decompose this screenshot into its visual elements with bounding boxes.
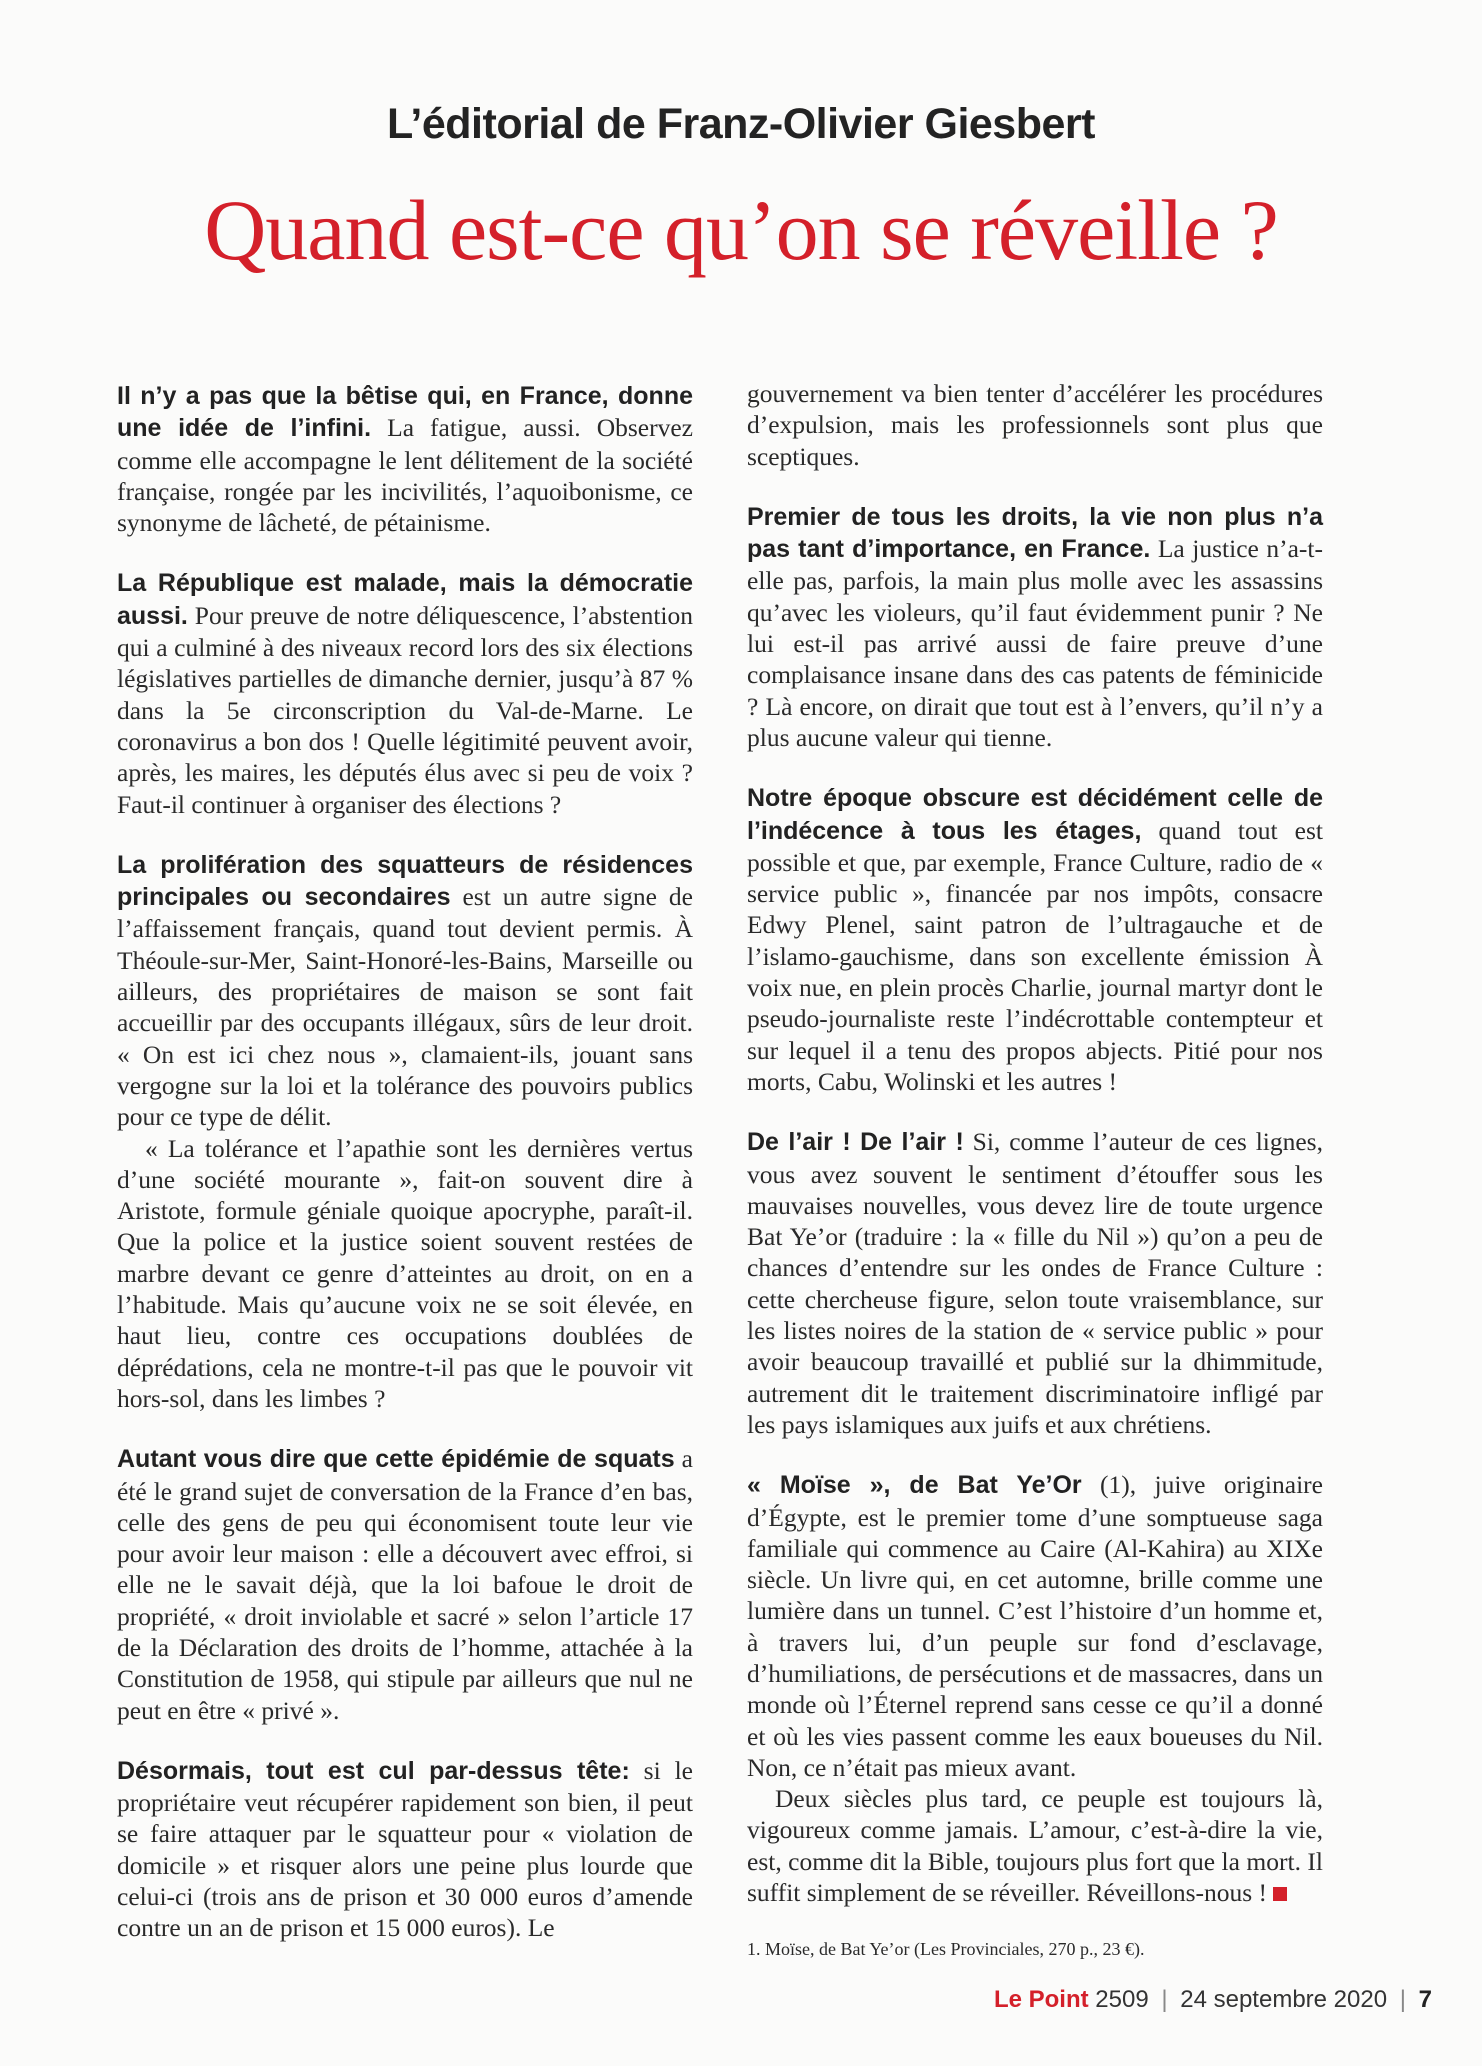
paragraph xyxy=(747,782,1323,1097)
headline: Quand est-ce qu’on se réveille ? xyxy=(204,182,1278,278)
paragraph-text: est un autre signe de l’affaissement français, quand tout devient permis. À Théoule-sur-Mer, Saint-Honoré-les-Bains, Marseille ou ailleurs, des propriétaires de maison se sont fait accueillir par des occupants illégaux, sûrs de leur droit. « On est ici chez nous », clamaient-ils, jouant sans vergogne sur la loi et la tolérance des pouvoirs publics pour ce type de délit. xyxy=(117,882,693,1132)
paragraph-text: si le propriétaire veut récupérer rapidement son bien, il peut se faire attaquer par le squatteur pour « violation de domicile » et risquer alors une peine plus lourde que celui-ci (trois ans de prison et 30 000 euros d’amende contre un an de prison et 15 000 euros). Le xyxy=(117,1755,693,1943)
right-column xyxy=(747,378,1323,1961)
paragraph-text: a été le grand sujet de conversation de la France d’en bas, celle des gens de peu qui économisent toute leur vie pour avoir leur maison : elle a découvert avec effroi, si elle ne le savait déjà, que la loi bafoue le droit de propriété, « droit inviolable et sacré » selon l’article 17 de la Déclaration des droits de l’homme, attachée à la Constitution de 1958, qui stipule par ailleurs que nul ne peut en être « privé ». xyxy=(117,1444,693,1725)
paragraph xyxy=(747,1126,1323,1440)
paragraph-lead: De l’air ! De l’air ! xyxy=(747,1128,964,1157)
issue-number: 2509 xyxy=(1095,1986,1149,2013)
end-mark-icon xyxy=(1273,1887,1287,1901)
paragraph xyxy=(747,501,1323,753)
paragraph-lead: Désormais, tout est cul par-dessus tête: xyxy=(117,1756,630,1785)
editorial-kicker: L’éditorial de Franz-Olivier Giesbert xyxy=(387,100,1095,148)
paragraph-text: La fatigue, aussi. Observez comme elle accompagne le lent délitement de la société française, rongée par les incivilités, l’aquoibonisme, ce synonyme de lâcheté, de pétainisme. xyxy=(117,413,693,538)
paragraph-lead: La République est malade, mais la démocratie aussi. xyxy=(117,569,693,630)
paragraph xyxy=(747,378,1323,472)
footnote: 1. Moïse, de Bat Ye’or (Les Provinciales, 270 p., 23 €). xyxy=(747,1939,1145,1960)
footer-divider: | xyxy=(1161,1986,1168,2013)
paragraph xyxy=(117,849,693,1133)
paragraph-lead: La prolifération des squatteurs de résidences principales ou secondaires xyxy=(117,850,693,912)
paragraph-lead: Il n’y a pas que la bêtise qui, en France, donne une idée de l’infini. xyxy=(117,382,693,443)
paragraph-lead: « Moïse », de Bat Ye’Or xyxy=(747,1471,1082,1500)
paragraph xyxy=(747,1783,1323,1908)
paragraph xyxy=(117,1133,693,1415)
paragraph xyxy=(117,1755,693,1944)
paragraph-lead: Autant vous dire que cette épidémie de squats xyxy=(117,1445,675,1474)
paragraph xyxy=(117,1443,693,1726)
paragraph-lead: Notre époque obscure est décidément celle de l’indécence à tous les étages, xyxy=(747,784,1323,845)
left-column xyxy=(117,380,693,1973)
paragraph-text: quand tout est possible et que, par exemple, France Culture, radio de « service public », financée par nos impôts, consacre Edwy Plenel, saint patron de l’ultragauche et de l’islamo-gauchisme, dans son excellente émission À voix nue, en plein procès Charlie, journal martyr dont le pseudo-journaliste reste l’indécrottable contempteur et sur lequel il a tenu des propos abjects. Pitié pour nos morts, Cabu, Wolinski et les autres ! xyxy=(747,815,1323,1096)
paragraph xyxy=(747,1469,1323,1783)
paragraph-text: « La tolérance et l’apathie sont les dernières vertus d’une société mourante », fait-on souvent dire à Aristote, formule géniale quoique apocryphe, paraît-il. Que la police et la justice soient souvent restées de marbre devant ce genre d’atteintes au droit, on en a l’habitude. Mais qu’aucune voix ne se soit élevée, en haut lieu, contre ces occupations doublées de déprédations, cela ne montre-t-il pas que le pouvoir vit hors-sol, dans les limbes ? xyxy=(117,1133,693,1413)
paragraph-text: Si, comme l’auteur de ces lignes, vous avez souvent le sentiment d’étouffer sous les mauvaises nouvelles, vous devez lire de toute urgence Bat Ye’or (traduire : la « fille du Nil ») qu’on a peu de chances d’entendre sur les ondes de France Culture : cette chercheuse figure, selon toute vraisemblance, sur les listes noires de la station de « service public » pour avoir beaucoup travaillé et publié sur la dhimmitude, autrement dit le traitement discriminatoire infligé par les pays islamiques aux juifs et aux chrétiens. xyxy=(747,1127,1323,1439)
magazine-brand: Le Point xyxy=(993,1986,1089,2013)
paragraph-text: La justice n’a-t-elle pas, parfois, la main plus molle avec les assassins qu’avec les violeurs, qu’il faut évidemment punir ? Ne lui est-il pas arrivé aussi de faire preuve d’une complaisance insane dans des cas patents de féminicide ? Là encore, on dirait que tout est à l’envers, qu’il n’y a plus aucune valeur qui tienne. xyxy=(747,534,1323,752)
paragraph xyxy=(117,567,693,819)
page-number: 7 xyxy=(1418,1986,1432,2013)
paragraph-text: Deux siècles plus tard, ce peuple est toujours là, vigoureux comme jamais. L’amour, c’est-à-dire la vie, est, comme dit la Bible, toujours plus fort que la mort. Il suffit simplement de se réveiller. Réveillons-nous ! xyxy=(747,1784,1323,1908)
paragraph-text: Pour preuve de notre déliquescence, l’abstention qui a culminé à des niveaux record lors des six élections législatives partielles de dimanche dernier, jusqu’à 87 % dans la 5e circonscription du Val-de-Marne. Le coronavirus a bon dos ! Quelle légitimité peuvent avoir, après, les maires, les députés élus avec si peu de voix ? Faut-il continuer à organiser des élections ? xyxy=(117,600,693,819)
paragraph xyxy=(117,380,693,538)
footer-divider: | xyxy=(1399,1986,1406,2013)
issue-date: 24 septembre 2020 xyxy=(1180,1986,1388,2013)
paragraph-text: gouvernement va bien tenter d’accélérer les procédures d’expulsion, mais les professionnels sont plus que sceptiques. xyxy=(747,379,1323,471)
paragraph-lead: Premier de tous les droits, la vie non plus n’a pas tant d’importance, en France. xyxy=(747,502,1323,564)
page-footer xyxy=(994,1986,1432,2014)
paragraph-text: (1), juive originaire d’Égypte, est le premier tome d’une somptueuse saga familiale qui commence au Caire (Al-Kahira) au XIXe siècle. Un livre qui, en cet automne, brille comme une lumière dans un tunnel. C’est l’histoire d’un homme et, à travers lui, d’un peuple sur fond d’esclavage, d’humiliations, de persécutions et de massacres, dans un monde où l’Éternel reprend sans cesse ce qu’il a donné et où les vies passent comme les eaux boueuses du Nil. Non, ce n’était pas mieux avant. xyxy=(747,1470,1323,1782)
